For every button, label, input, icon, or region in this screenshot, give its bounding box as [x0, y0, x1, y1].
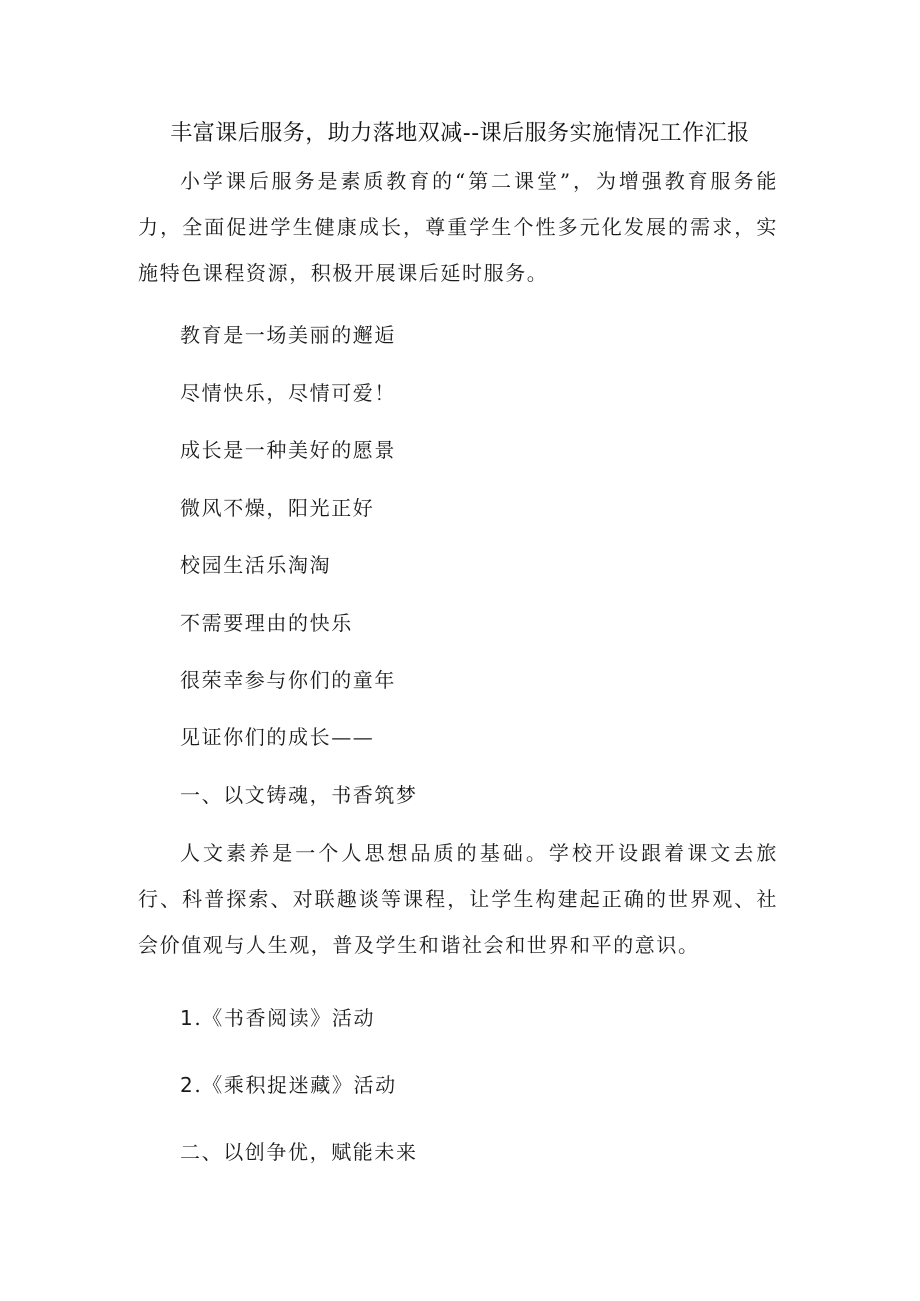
- list-item-text: .《书香阅读》活动: [194, 1006, 376, 1030]
- poem-line: 微风不燥，阳光正好: [180, 496, 375, 520]
- poem-line: 不需要理由的快乐: [180, 611, 353, 635]
- poem-line: 尽情快乐，尽情可爱！: [180, 381, 396, 405]
- poem-line: 见证你们的成长——: [180, 725, 375, 749]
- document-title: 丰富课后服务，助力落地双减--课后服务实施情况工作汇报: [170, 121, 750, 146]
- list-item-number: 1: [180, 1006, 195, 1030]
- poem-line: 校园生活乐淘淘: [180, 553, 332, 577]
- section2-heading: 二、以创争优，赋能未来: [180, 1140, 418, 1164]
- list-item-text: .《乘积捉迷藏》活动: [194, 1073, 397, 1097]
- poem-line: 成长是一种美好的愿景: [180, 438, 396, 462]
- list-item: [180, 1003, 375, 1033]
- intro-paragraph: 小学课后服务是素质教育的“第二课堂”，为增强教育服务能力，全面促进学生健康成长，尊重学生个性多元化发展的需求，实施特色课程资源，积极开展课后延时服务。: [138, 169, 778, 285]
- section1-body: 人文素养是一个人思想品质的基础。学校开设跟着课文去旅行、科普探索、对联趣谈等课程，让学生构建起正确的世界观、社会价值观与人生观，普及学生和谐社会和世界和平的意识。: [138, 841, 778, 957]
- poem-line: 教育是一场美丽的邂逅: [180, 323, 396, 347]
- section1-heading: 一、以文铸魂，书香筑梦: [180, 783, 418, 807]
- list-item-number: 2: [180, 1073, 195, 1097]
- list-item: [180, 1070, 397, 1100]
- poem-line: 很荣幸参与你们的童年: [180, 668, 396, 692]
